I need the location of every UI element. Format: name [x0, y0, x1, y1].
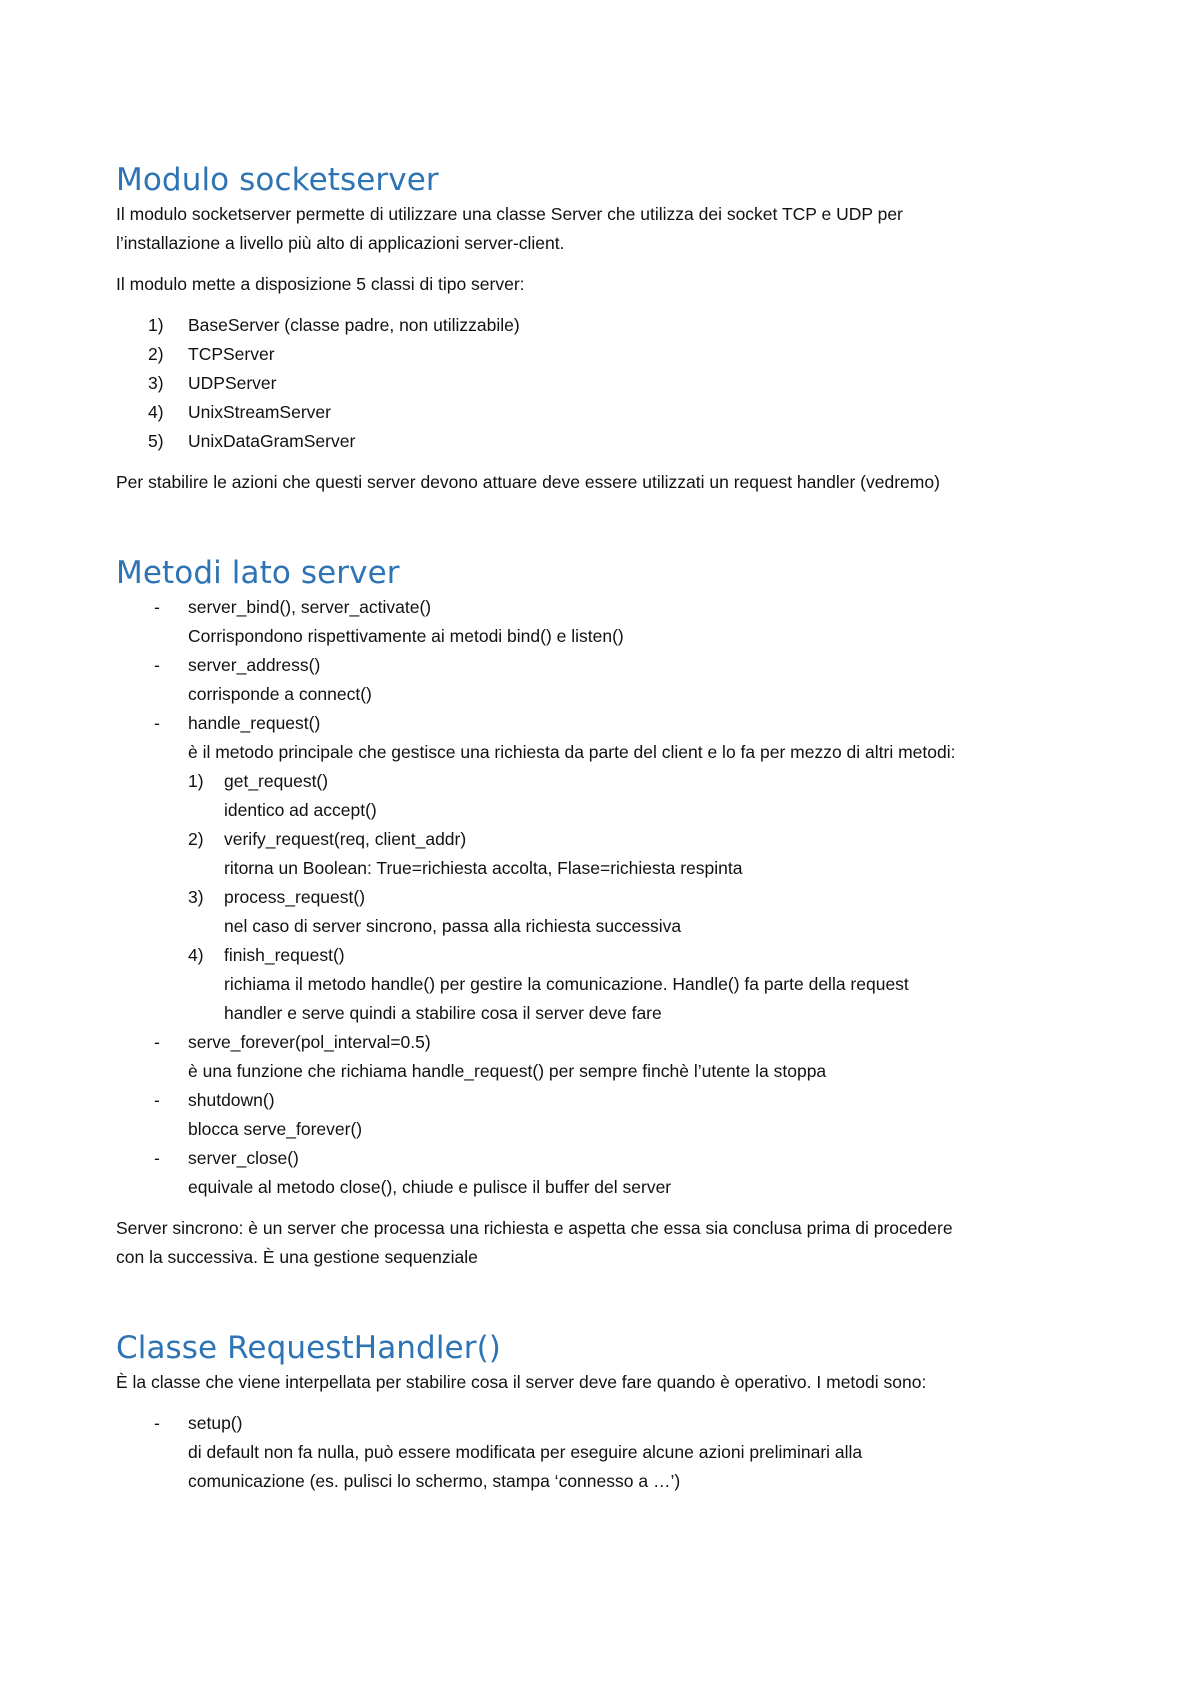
method-name: serve_forever(pol_interval=0.5) [188, 1032, 431, 1052]
method-name: server_close() [188, 1148, 299, 1168]
list-item [116, 311, 1106, 340]
list-item [188, 883, 1106, 941]
list-item [188, 941, 1106, 1028]
submethod-name: get_request() [224, 771, 329, 791]
intro-line: Il modulo socketserver permette di utilizzare una classe Server che utilizza dei socket TCP e UDP per [116, 204, 903, 224]
method-description: blocca serve_forever() [188, 1119, 363, 1139]
list-item [116, 398, 1106, 427]
method-name: server_bind(), server_activate() [188, 597, 432, 617]
list-marker: 3) [148, 373, 164, 393]
list-marker: 2) [148, 344, 164, 364]
method-name: server_address() [188, 655, 321, 675]
list-item-text: UDPServer [188, 373, 277, 393]
list-item-text: TCPServer [188, 344, 275, 364]
list-item [116, 651, 1106, 709]
section-heading-classe-requesthandler: Classe RequestHandler() [116, 1330, 501, 1366]
submethod-name: process_request() [224, 887, 366, 907]
list-intro: Il modulo mette a disposizione 5 classi di tipo server: [116, 274, 525, 294]
section-heading-modulo-socketserver: Modulo socketserver [116, 162, 439, 198]
note-line: con la successiva. È una gestione sequenziale [116, 1247, 478, 1267]
method-name: setup() [188, 1413, 243, 1433]
document-content [116, 160, 1106, 1496]
list-item-text: UnixStreamServer [188, 402, 331, 422]
method-description: è una funzione che richiama handle_request() per sempre finchè l’utente la stoppa [188, 1061, 827, 1081]
synchronous-server-note [116, 1214, 1106, 1272]
list-marker: 2) [188, 829, 204, 849]
method-description: Corrispondono rispettivamente ai metodi bind() e listen() [188, 626, 624, 646]
list-marker: 4) [148, 402, 164, 422]
method-description: corrisponde a connect() [188, 684, 372, 704]
list-marker: 4) [188, 945, 204, 965]
list-item [116, 369, 1106, 398]
list-item-text: UnixDataGramServer [188, 431, 356, 451]
server-classes-list [116, 311, 1106, 456]
section-heading-metodi-lato-server: Metodi lato server [116, 555, 400, 591]
dash-marker: - [154, 597, 160, 617]
method-description: è il metodo principale che gestisce una richiesta da parte del client e lo fa per mezzo di altri metodi: [188, 742, 956, 762]
method-name: shutdown() [188, 1090, 275, 1110]
closing-paragraph: Per stabilire le azioni che questi server devono attuare deve essere utilizzati un request handler (vedremo) [116, 472, 940, 492]
dash-marker: - [154, 1032, 160, 1052]
submethod-description: ritorna un Boolean: True=richiesta accolta, Flase=richiesta respinta [224, 858, 743, 878]
requesthandler-intro: È la classe che viene interpellata per stabilire cosa il server deve fare quando è operativo. I metodi sono: [116, 1372, 927, 1392]
list-item [116, 709, 1106, 1028]
submethod-name: verify_request(req, client_addr) [224, 829, 467, 849]
submethod-description: identico ad accept() [224, 800, 377, 820]
list-marker: 5) [148, 431, 164, 451]
dash-marker: - [154, 1413, 160, 1433]
dash-marker: - [154, 655, 160, 675]
list-item [116, 1028, 1106, 1086]
list-item [188, 767, 1106, 825]
submethod-name: finish_request() [224, 945, 345, 965]
intro-paragraph [116, 200, 1106, 258]
list-item [116, 1086, 1106, 1144]
list-item-text: BaseServer (classe padre, non utilizzabile) [188, 315, 520, 335]
intro-line: l’installazione a livello più alto di applicazioni server-client. [116, 233, 565, 253]
list-item [116, 1409, 1106, 1496]
list-item [116, 1144, 1106, 1202]
list-item [116, 340, 1106, 369]
list-marker: 1) [188, 771, 204, 791]
method-description: di default non fa nulla, può essere modificata per eseguire alcune azioni preliminari alla [188, 1442, 863, 1462]
dash-marker: - [154, 713, 160, 733]
list-item [188, 825, 1106, 883]
dash-marker: - [154, 1090, 160, 1110]
method-description: comunicazione (es. pulisci lo schermo, stampa ‘connesso a …’) [188, 1471, 681, 1491]
method-name: handle_request() [188, 713, 321, 733]
list-marker: 1) [148, 315, 164, 335]
list-item [116, 593, 1106, 651]
submethod-description: handler e serve quindi a stabilire cosa il server deve fare [224, 1003, 662, 1023]
list-item [116, 427, 1106, 456]
submethod-description: nel caso di server sincrono, passa alla richiesta successiva [224, 916, 682, 936]
server-methods-list [116, 593, 1106, 1202]
dash-marker: - [154, 1148, 160, 1168]
list-marker: 3) [188, 887, 204, 907]
note-line: Server sincrono: è un server che processa una richiesta e aspetta che essa sia conclusa prima di procedere [116, 1218, 953, 1238]
requesthandler-methods-list [116, 1409, 1106, 1496]
handle-request-submethods-list [188, 767, 1106, 1028]
submethod-description: richiama il metodo handle() per gestire la comunicazione. Handle() fa parte della request [224, 974, 909, 994]
method-description: equivale al metodo close(), chiude e pulisce il buffer del server [188, 1177, 672, 1197]
